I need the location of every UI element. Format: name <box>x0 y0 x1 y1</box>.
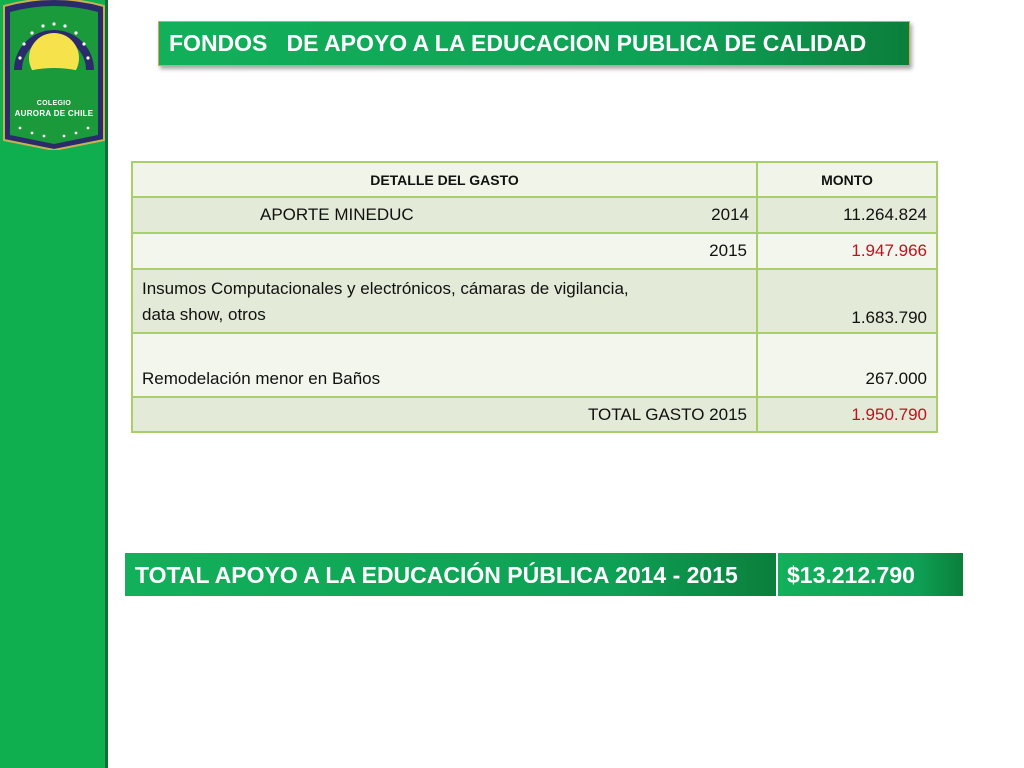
school-crest-logo <box>0 0 108 150</box>
total-value: $13.212.790 <box>778 553 963 596</box>
table-total-row <box>132 397 937 432</box>
detail-line: Insumos Computacionales y electrónicos, cámaras de vigilancia, <box>142 279 629 298</box>
crest-shield-icon <box>0 0 108 150</box>
crest-label-school-name: AURORA DE CHILE <box>14 109 94 118</box>
total-banner <box>125 553 963 596</box>
detail-year-cell: 2015 <box>132 233 757 269</box>
aporte-year: 2014 <box>711 205 749 224</box>
total-gasto-amount: 1.950.790 <box>757 397 937 432</box>
detail-line: data show, otros <box>142 305 266 324</box>
table-header-row <box>132 162 937 197</box>
detail-cell <box>132 269 757 333</box>
header-detail: DETALLE DEL GASTO <box>132 162 757 197</box>
amount-cell: 11.264.824 <box>757 197 937 233</box>
amount-cell: 1.683.790 <box>757 269 937 333</box>
aporte-label: APORTE MINEDUC <box>260 205 414 224</box>
expense-table <box>131 161 938 433</box>
crest-label-colegio: COLEGIO <box>36 100 72 107</box>
table-row <box>132 333 937 397</box>
detail-cell: Remodelación menor en Baños <box>132 333 757 397</box>
header-amount: MONTO <box>757 162 937 197</box>
table-row <box>132 269 937 333</box>
detail-cell <box>132 197 757 233</box>
amount-cell: 1.947.966 <box>757 233 937 269</box>
table-row <box>132 197 937 233</box>
page-title: FONDOS DE APOYO A LA EDUCACION PUBLICA DE CALIDAD <box>158 21 910 66</box>
total-label: TOTAL APOYO A LA EDUCACIÓN PÚBLICA 2014 - 2015 <box>125 553 776 596</box>
table-row <box>132 233 937 269</box>
amount-cell: 267.000 <box>757 333 937 397</box>
total-gasto-label: TOTAL GASTO 2015 <box>132 397 757 432</box>
